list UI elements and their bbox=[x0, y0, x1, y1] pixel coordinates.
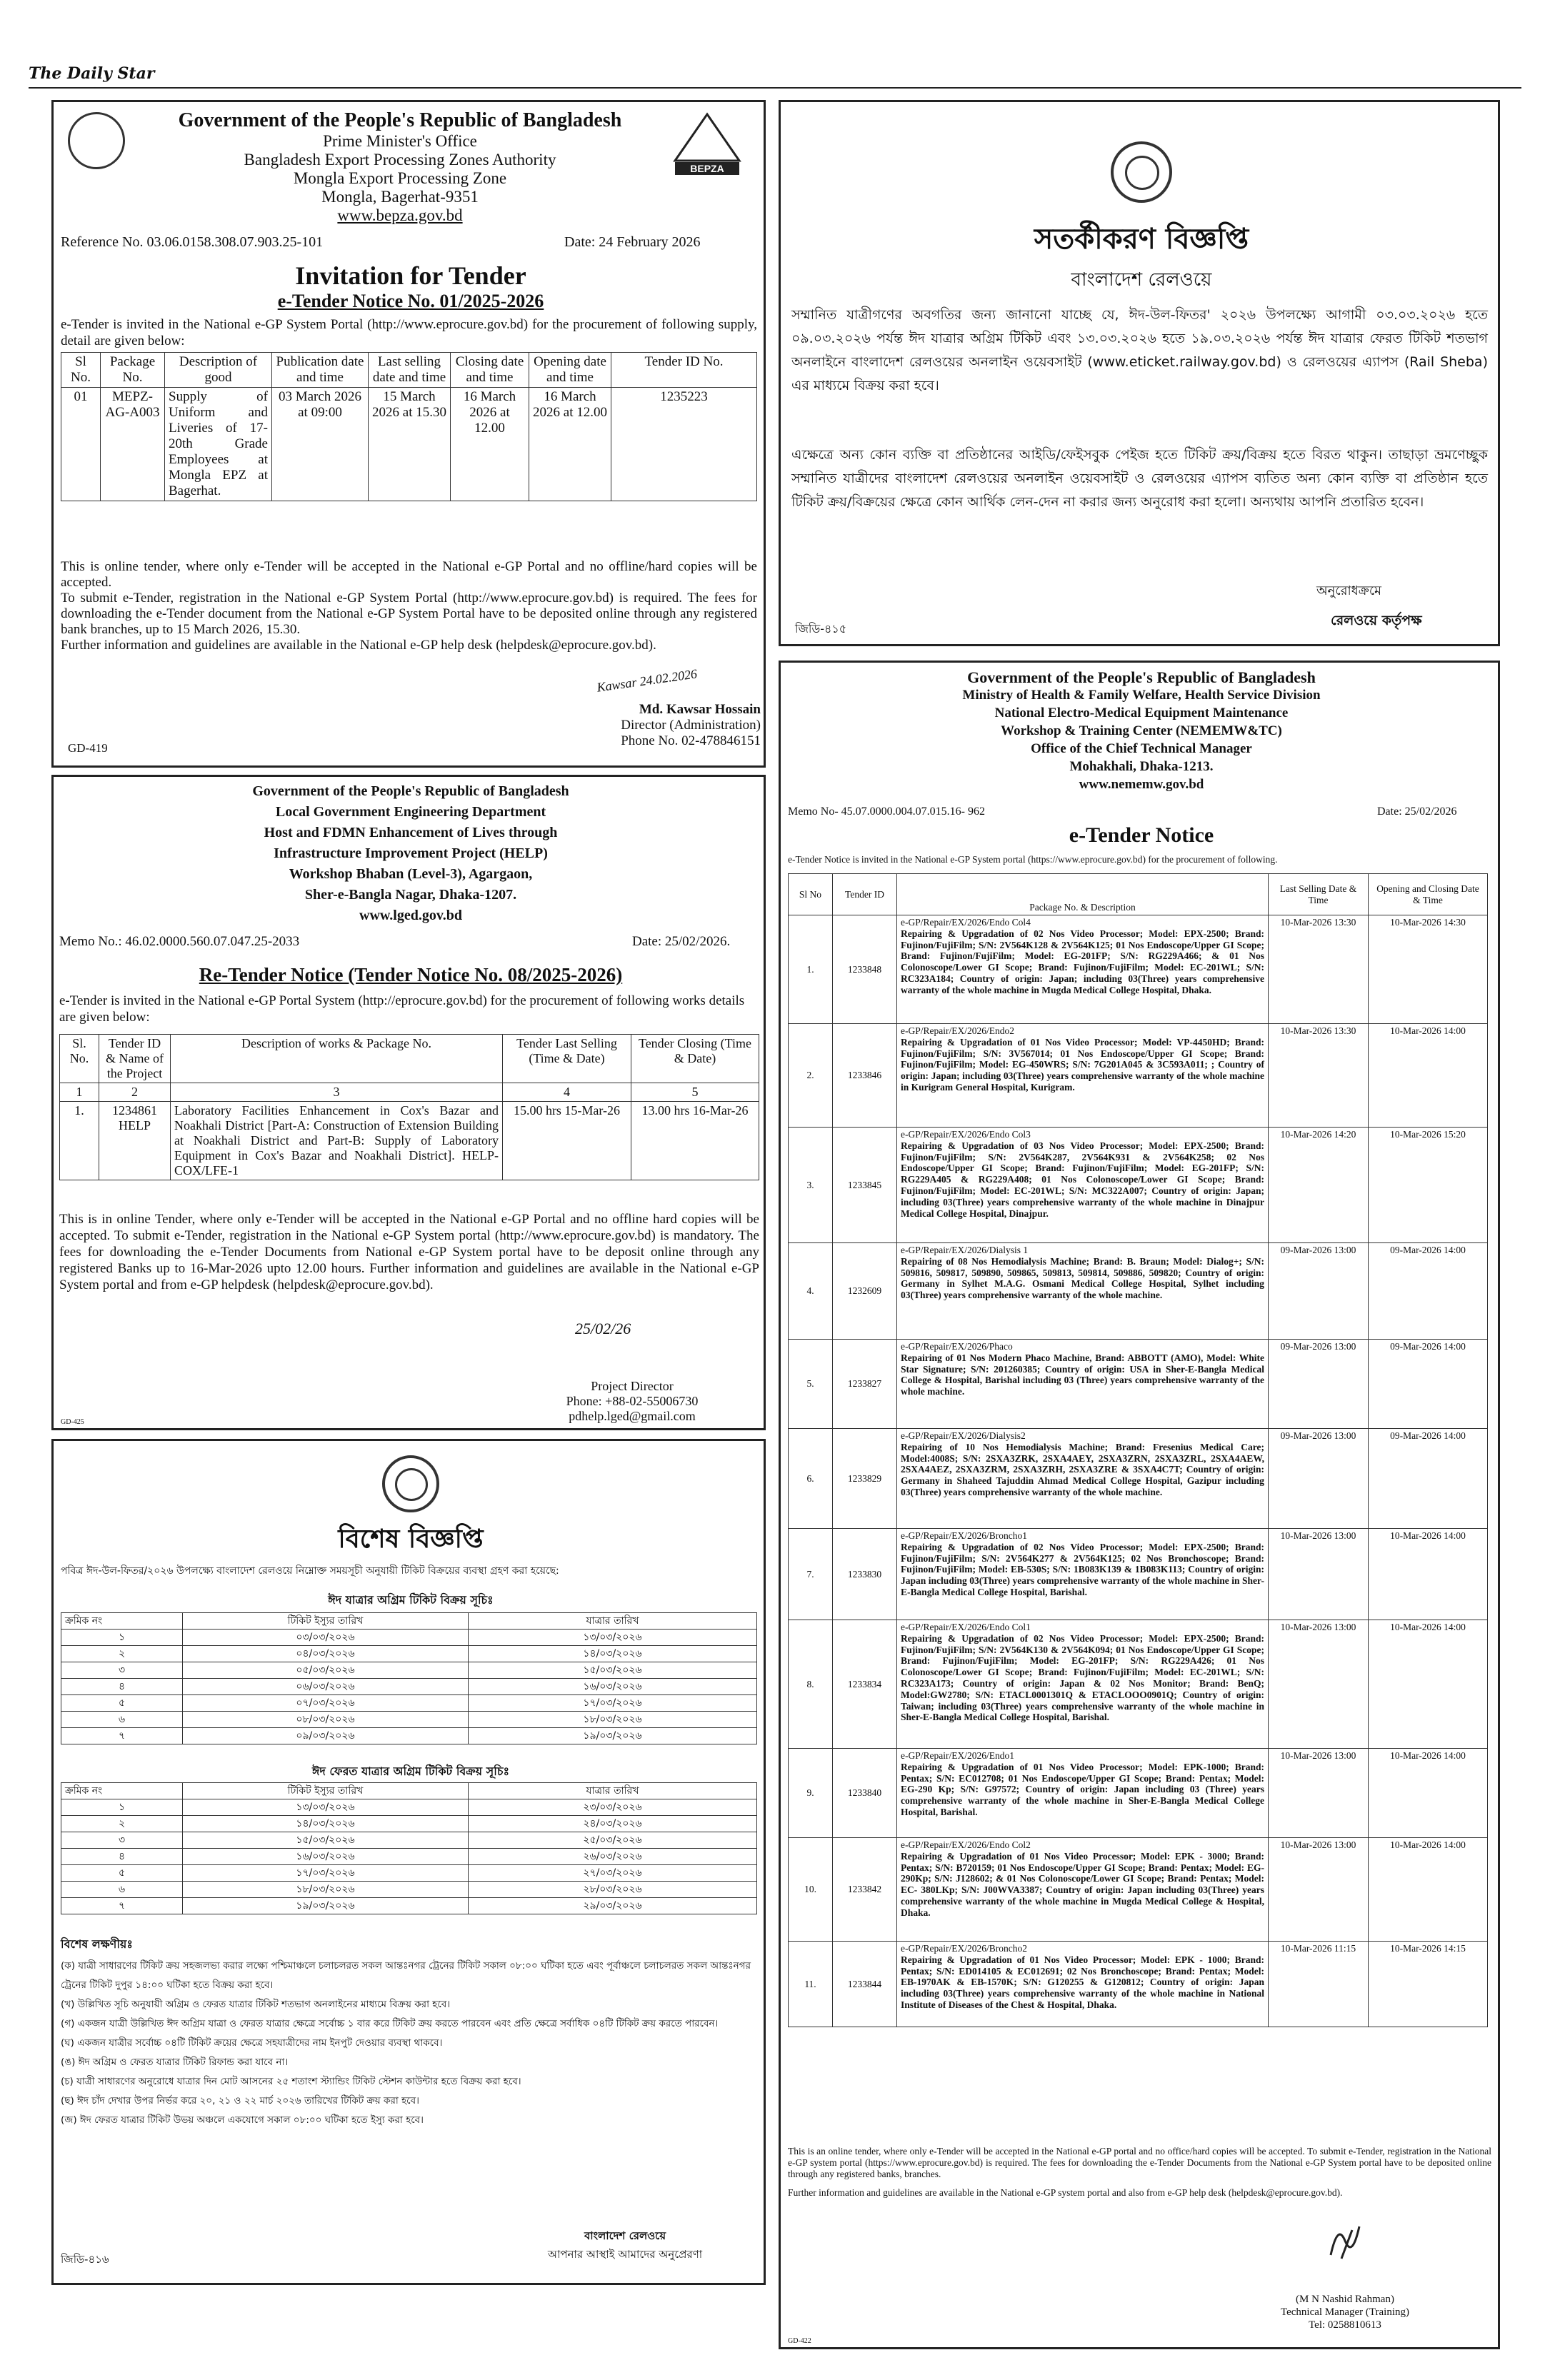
cell: 01 bbox=[61, 388, 101, 501]
cell: ১৭/০৩/২০২৬ bbox=[469, 1695, 757, 1712]
bepza-signature: Kawsar 24.02.2026 bbox=[596, 666, 699, 695]
cell: ১৯/০৩/২০২৬ bbox=[183, 1898, 469, 1914]
special-gd: জিডি-৪১৬ bbox=[61, 2253, 109, 2266]
col-opening-closing: Opening and Closing Date & Time bbox=[1369, 874, 1488, 915]
cell: ২৪/০৩/২০২৬ bbox=[469, 1816, 757, 1832]
cell-tender-id: 1232609 bbox=[833, 1243, 897, 1340]
lged-phone: Phone: +88-02-55006730 bbox=[566, 1394, 699, 1408]
lged-project-2: Infrastructure Improvement Project (HELP) bbox=[274, 845, 548, 861]
note-item: (ক) যাত্রী সাধারণের টিকিট ক্রয় সহজলভ্য করার লক্ষ্যে পশ্চিমাঞ্চলে চলাচলরত সকল আন্তঃনগর ট্রেনের টিকিট সকাল ০৮:০০ ঘটিকা হতে এবং পূর্বাঞ্চলে চলাচলরত সকল আন্তঃনগর ট্রেনের টিকিট দুপুর ১৪:০০ ঘটিকা হতে বিক্রয় করা হবে। bbox=[61, 1960, 751, 1991]
bepza-ref: Reference No. 03.06.0158.308.07.903.25-101 bbox=[61, 234, 324, 250]
table-row bbox=[789, 915, 1488, 1024]
lged-title: Re-Tender Notice (Tender Notice No. 08/2025-2026) bbox=[199, 964, 623, 985]
cell: ১৮/০৩/২০২৬ bbox=[469, 1712, 757, 1728]
cell: ০৪/০৩/২০২৬ bbox=[183, 1646, 469, 1662]
cell-opening-closing: 10-Mar-2026 14:00 bbox=[1369, 1838, 1488, 1942]
cell-tender-id: 1233840 bbox=[833, 1749, 897, 1838]
railway-warning-notice bbox=[779, 100, 1500, 646]
note-item: (ছ) ঈদ চাঁদ দেখার উপর নির্ভর করে ২০, ২১ ও ২২ মার্চ ২০২৬ তারিখের টিকিট ক্রয় করা হবে। bbox=[61, 2095, 419, 2107]
col-description: Description of works & Package No. bbox=[171, 1035, 503, 1083]
cell: ০৮/০৩/২০২৬ bbox=[183, 1712, 469, 1728]
railway-logo-icon bbox=[1111, 141, 1172, 203]
bepza-zone: Mongla Export Processing Zone bbox=[293, 169, 507, 187]
package-description: Repairing & Upgradation of 02 Nos Video Processor; Model: EPX-2500; Brand: Fujinon/FujiFilm; S/N: 2V564K277 & 2V564K125; 02 Nos Bronchoscope; Brand: Fujinon/FujiFilm; Model: EB-530S; S/N: 1B083K139 & 1B083K113; Country of origin: Japan including 03(Three) years comprehensive warranty of the whole machine in Sher-E-Bangla Medical College Hospital, Barishal. bbox=[901, 1541, 1264, 1597]
col-tender-id: Tender ID bbox=[833, 874, 897, 915]
col-closing: Tender Closing (Time & Date) bbox=[631, 1035, 759, 1083]
cell-tender-id: 1233830 bbox=[833, 1529, 897, 1620]
advance-ticket-table bbox=[61, 1612, 757, 1744]
cell-package bbox=[897, 1620, 1269, 1749]
col-sl: Sl No bbox=[789, 874, 833, 915]
col-selling: Tender Last Selling (Time & Date) bbox=[503, 1035, 631, 1083]
nememw-signature-icon bbox=[1324, 2219, 1366, 2262]
lged-website[interactable]: www.lged.gov.bd bbox=[359, 908, 462, 923]
nememw-office: Office of the Chief Technical Manager bbox=[1031, 741, 1252, 756]
cell: ২৯/০৩/২০২৬ bbox=[469, 1898, 757, 1914]
cell: ৭ bbox=[61, 1728, 183, 1744]
package-description: Repairing & Upgradation of 01 Nos Video Processor; Model: VP-4450HD; Brand: Fujinon/FujiFilm; S/N: 3V567014; 01 Nos Endoscope/Upper GI Scope; Brand: Fujinon/FujiFilm; Model: EG-450WRS; S/N: 7G201A045 & 3C593A011; ; Country of origin: Japan; including 03(Three) years comprehensive warranty of the whole machine in Kurigram General Hospital, Kurigram. bbox=[901, 1036, 1264, 1093]
nememw-gd: GD-422 bbox=[788, 2337, 811, 2345]
table-row bbox=[61, 388, 757, 501]
col-opening: Opening date and time bbox=[529, 353, 611, 388]
railway-warning-para-1: সম্মানিত যাত্রীগণের অবগতির জন্য জানানো যাচ্ছে যে, ঈদ-উল-ফিতর' ২০২৬ উপলক্ষ্যে আগামী ০৩.০৩.২০২৬ হতে ০৯.০৩.২০২৬ পর্যন্ত ঈদ যাত্রার অগ্রিম টিকিট এবং ১৩.০৩.২০২৬ হতে ১৯.০৩.২০২৬ পর্যন্ত ঈদ যাত্রার ফেরত টিকিট শতভাগ অনলাইনে বাংলাদেশ রেলওয়ের অনলাইন ওয়েবসাইট (www.eticket.railway.gov.bd) ও রেলওয়ের এ্যাপস (Rail Sheba) এর মাধ্যমে বিক্রয় করা হবে। bbox=[791, 307, 1488, 393]
package-no: e-GP/Repair/EX/2026/Endo1 bbox=[901, 1750, 1014, 1761]
table-row bbox=[61, 1728, 757, 1744]
cell-last-selling: 10-Mar-2026 13:00 bbox=[1269, 1749, 1369, 1838]
table-row bbox=[789, 1838, 1488, 1942]
nememw-gov: Government of the People's Republic of Bangladesh bbox=[967, 668, 1316, 686]
bepza-signatory: Md. Kawsar Hossain bbox=[639, 702, 761, 717]
cell-tender-id: 1233834 bbox=[833, 1620, 897, 1749]
cell: ১৪/০৩/২০২৬ bbox=[183, 1816, 469, 1832]
cell: 3 bbox=[171, 1083, 503, 1102]
nememw-designation: Technical Manager (Training) bbox=[1281, 2306, 1409, 2318]
cell: ২৫/০৩/২০২৬ bbox=[469, 1832, 757, 1849]
bepza-gd: GD-419 bbox=[68, 741, 108, 755]
cell: Laboratory Facilities Enhancement in Cox's Bazar and Noakhali District [Part-A: Construction of Extension Building at Noakhali District and Part-B: Supply of Laboratory Equipment in Cox's Bazar and Noakhali District]. HELP-COX/LFE-1 bbox=[171, 1102, 503, 1180]
bepza-logo-text: BEPZA bbox=[690, 163, 724, 174]
col-sl: Sl No. bbox=[61, 353, 101, 388]
cell: ২৬/০৩/২০২৬ bbox=[469, 1849, 757, 1865]
table-row bbox=[61, 1662, 757, 1679]
table-row bbox=[789, 1243, 1488, 1340]
table-num-row bbox=[60, 1083, 759, 1102]
col-serial: ক্রমিক নং bbox=[61, 1783, 183, 1799]
nememw-address: Mohakhali, Dhaka-1213. bbox=[1069, 759, 1214, 774]
bepza-notice bbox=[51, 100, 766, 768]
package-description: Repairing & Upgradation of 01 Nos Video Processor; Model: EPK - 3000; Brand: Pentax; S/N: B720159; 01 Nos Endoscope/Upper GI Scope; Brand: Pentax; Model: EG-290Kp; S/N: J128602; & 01 Nos Colonoscope/Lower GI Scope; Brand: Pentax; Model: EC- 380LKp; S/N: J00WVA3387; Country of origin: Japan including 03(Three) years comprehensive warranty of the whole machine in Mugda Medical College & Hospital, Dhaka. bbox=[901, 1850, 1264, 1918]
lged-address-1: Workshop Bhaban (Level-3), Agargaon, bbox=[289, 866, 533, 882]
lged-gd: GD-425 bbox=[61, 1418, 84, 1426]
railway-logo-icon bbox=[382, 1455, 439, 1512]
cell-tender-id: 1233842 bbox=[833, 1838, 897, 1942]
table-row bbox=[60, 1102, 759, 1180]
cell: ১৩/০৩/২০২৬ bbox=[183, 1799, 469, 1816]
cell: ১৭/০৩/২০২৬ bbox=[183, 1865, 469, 1882]
bepza-designation: Director (Administration) bbox=[621, 718, 761, 733]
cell: ১৮/০৩/২০২৬ bbox=[183, 1882, 469, 1898]
package-no: e-GP/Repair/EX/2026/Dialysis 1 bbox=[901, 1245, 1029, 1255]
table-row bbox=[61, 1849, 757, 1865]
col-issue-date: টিকিট ইস্যুর তারিখ bbox=[183, 1783, 469, 1799]
nememw-table bbox=[788, 873, 1488, 2027]
cell: ১৫/০৩/২০২৬ bbox=[183, 1832, 469, 1849]
table-row bbox=[61, 1898, 757, 1914]
table-row bbox=[789, 1128, 1488, 1243]
table-row bbox=[61, 1630, 757, 1646]
package-description: Repairing & Upgradation of 02 Nos Video Processor; Model: EPX-2500; Brand: Fujinon/FujiFilm; S/N: 2V564K128 & 2V564K125; 01 Nos Endoscope/Upper GI Scope; Brand: Fujinon/FujiFilm; Model: EG-201FP; S/N: RG229A466; & 01 Nos Colonoscope/Lower GI Scope; Brand: Fujinon/FujiFilm; Model: EC-201WL; S/N: RC323A184; Country of origin: Japan; including 03(Three) years comprehensive warranty of the whole machine in Mugda Medical College Hospital, Dhaka. bbox=[901, 928, 1264, 995]
railway-warning-authority: রেলওয়ে কর্তৃপক্ষ bbox=[1331, 613, 1422, 628]
cell-opening-closing: 09-Mar-2026 14:00 bbox=[1369, 1340, 1488, 1429]
cell: ১৪/০৩/২০২৬ bbox=[469, 1646, 757, 1662]
cell: 4 bbox=[503, 1083, 631, 1102]
special-table1-title: ঈদ যাত্রার অগ্রিম টিকিট বিক্রয় সূচিঃ bbox=[328, 1593, 494, 1607]
bepza-subtitle: e-Tender Notice No. 01/2025-2026 bbox=[277, 291, 544, 311]
cell-package bbox=[897, 1429, 1269, 1529]
table-header-row bbox=[789, 874, 1488, 915]
cell: 5 bbox=[631, 1083, 759, 1102]
note-item: (জ) ঈদ ফেরত যাত্রার টিকিট উভয় অঞ্চলে একযোগে সকাল ০৮:০০ ঘটিকা হতে ইস্যু করা হবে। bbox=[61, 2114, 424, 2126]
cell-opening-closing: 10-Mar-2026 14:00 bbox=[1369, 1749, 1488, 1838]
cell-sl: 7. bbox=[789, 1529, 833, 1620]
table-row bbox=[61, 1882, 757, 1898]
cell: ২৮/০৩/২০২৬ bbox=[469, 1882, 757, 1898]
cell-opening-closing: 10-Mar-2026 14:00 bbox=[1369, 1024, 1488, 1128]
cell-package bbox=[897, 1024, 1269, 1128]
bd-govt-seal-icon bbox=[68, 112, 125, 169]
cell: 15.00 hrs 15-Mar-26 bbox=[503, 1102, 631, 1180]
lged-para: This is in online Tender, where only e-Tender will be accepted in the National e-GP Portal and no offline hard copies will be accepted. To submit e-Tender, registration in the National e-GP System portal (http://www.eprocure.gov.bd) is mandatory. The fees for downloading the e-Tender Documents from National e-GP System portal have to be deposit online through any registered Banks up to 16-Mar-2026 upto 12.00 hours. Further information and guidelines are available in the National e-GP System portal and from e-GP helpdesk (helpdesk@eprocure.gov.bd). bbox=[59, 1212, 759, 1292]
col-closing: Closing date and time bbox=[451, 353, 529, 388]
col-package: Package No. & Description bbox=[897, 874, 1269, 915]
table-row bbox=[61, 1679, 757, 1695]
table-row bbox=[789, 1749, 1488, 1838]
package-no: e-GP/Repair/EX/2026/Endo Col4 bbox=[901, 917, 1031, 928]
masthead: The Daily Star bbox=[29, 64, 155, 83]
bepza-office: Prime Minister's Office bbox=[323, 132, 477, 150]
special-table2-title: ঈদ ফেরত যাত্রার অগ্রিম টিকিট বিক্রয় সূচিঃ bbox=[311, 1764, 509, 1778]
nememw-website[interactable]: www.nememw.gov.bd bbox=[1079, 777, 1204, 792]
cell: ১ bbox=[61, 1630, 183, 1646]
cell-sl: 6. bbox=[789, 1429, 833, 1529]
cell: 13.00 hrs 16-Mar-26 bbox=[631, 1102, 759, 1180]
special-org: বাংলাদেশ রেলওয়ে bbox=[584, 2229, 666, 2242]
lged-memo: Memo No.: 46.02.0000.560.07.047.25-2033 bbox=[59, 934, 300, 949]
cell: 1 bbox=[60, 1083, 99, 1102]
cell: ৩ bbox=[61, 1662, 183, 1679]
cell-sl: 9. bbox=[789, 1749, 833, 1838]
table-row bbox=[789, 1620, 1488, 1749]
table-header-row bbox=[60, 1035, 759, 1083]
lged-address-2: Sher-e-Bangla Nagar, Dhaka-1207. bbox=[304, 887, 517, 903]
cell: ১৯/০৩/২০২৬ bbox=[469, 1728, 757, 1744]
package-no: e-GP/Repair/EX/2026/Endo Col3 bbox=[901, 1129, 1031, 1140]
cell: 16 March 2026 at 12.00 bbox=[529, 388, 611, 501]
cell: ০৭/০৩/২০২৬ bbox=[183, 1695, 469, 1712]
package-description: Repairing of 01 Nos Modern Phaco Machine, Brand: ABBOTT (AMO), Model: White Star Signature; S/N: 201260385; Country of origin: USA in Sher-E-Bangla Medical College & Hospital, Barishal including 03 (Three) years comprehensive warranty of the whole machine. bbox=[901, 1352, 1264, 1397]
table-row bbox=[61, 1816, 757, 1832]
col-publication: Publication date and time bbox=[272, 353, 369, 388]
bepza-phone: Phone No. 02-478846151 bbox=[621, 733, 761, 748]
cell: ০৯/০৩/২০২৬ bbox=[183, 1728, 469, 1744]
table-header-row bbox=[61, 1783, 757, 1799]
cell: 16 March 2026 at 12.00 bbox=[451, 388, 529, 501]
col-sl: Sl. No. bbox=[60, 1035, 99, 1083]
cell-package bbox=[897, 1243, 1269, 1340]
cell: 2 bbox=[99, 1083, 171, 1102]
cell-opening-closing: 10-Mar-2026 15:20 bbox=[1369, 1128, 1488, 1243]
cell: ২ bbox=[61, 1816, 183, 1832]
cell-sl: 11. bbox=[789, 1942, 833, 2027]
package-description: Repairing of 08 Nos Hemodialysis Machine; Brand: B. Braun; Model: Dialog+; S/N: 509816, 509817, 509890, 509865, 509813, 509814, 509886, 509820; Country of origin: Germany in Sylhet M.A.G. Osmani Medical College Hospital, Sylhet including 03(Three) years comprehensive warranty of the whole machine. bbox=[901, 1255, 1264, 1301]
package-no: e-GP/Repair/EX/2026/Broncho1 bbox=[901, 1530, 1027, 1541]
cell: ১৬/০৩/২০২৬ bbox=[469, 1679, 757, 1695]
cell: ০৩/০৩/২০২৬ bbox=[183, 1630, 469, 1646]
table-header-row bbox=[61, 1613, 757, 1630]
cell-opening-closing: 09-Mar-2026 14:00 bbox=[1369, 1429, 1488, 1529]
cell: ০৫/০৩/২০২৬ bbox=[183, 1662, 469, 1679]
cell: ৫ bbox=[61, 1695, 183, 1712]
package-no: e-GP/Repair/EX/2026/Dialysis2 bbox=[901, 1430, 1026, 1441]
cell-tender-id: 1233829 bbox=[833, 1429, 897, 1529]
nememw-para-2: Further information and guidelines are available in the National e-GP system portal and also from e-GP help desk (helpdesk@eprocure.gov.bd). bbox=[788, 2187, 1343, 2198]
nememw-org-1: National Electro-Medical Equipment Maintenance bbox=[994, 706, 1289, 720]
return-ticket-table bbox=[61, 1782, 757, 1914]
table-row bbox=[789, 1024, 1488, 1128]
cell-sl: 10. bbox=[789, 1838, 833, 1942]
railway-warning-org: বাংলাদেশ রেলওয়ে bbox=[1071, 269, 1212, 291]
railway-warning-para-2: এক্ষেত্রে অন্য কোন ব্যক্তি বা প্রতিষ্ঠানের আইডি/ফেইসবুক পেইজ হতে টিকিট ক্রয়/বিক্রয় হতে বিরত থাকুন। তাছাড়া ভ্রমণেচ্ছুক সম্মানিত যাত্রীদের বাংলাদেশ রেলওয়ের অনলাইন ওয়েবসাইট ও রেলওয়ের এ্যাপস ব্যতিত অন্য কোন ব্যক্তি বা প্রতিষ্ঠান হতে টিকিট ক্রয়/বিক্রয়ের ক্ষেত্রে কোন আর্থিক লেন-দেন না করার জন্য অনুরোধ করা হলো। অন্যথায় আপনি প্রতারিত হবেন। bbox=[791, 447, 1488, 510]
cell: ৫ bbox=[61, 1865, 183, 1882]
cell-package bbox=[897, 1942, 1269, 2027]
cell-sl: 4. bbox=[789, 1243, 833, 1340]
table-row bbox=[61, 1712, 757, 1728]
table-header-row bbox=[61, 353, 757, 388]
cell-tender-id: 1233827 bbox=[833, 1340, 897, 1429]
nememw-org-2: Workshop & Training Center (NEMEMW&TC) bbox=[1001, 723, 1282, 738]
note-item: (গ) একজন যাত্রী উল্লিখিত ঈদ অগ্রিম যাত্রা ও ফেরত যাত্রার ক্ষেত্রে সর্বোচ্চ ১ বার করে টিকিট ক্রয় করতে পারবেন এবং প্রতি ক্ষেত্রে সর্বাধিক ০৪টি টিকিট ক্রয় করতে পারবেন। bbox=[61, 2018, 719, 2029]
col-tender-id: Tender ID No. bbox=[611, 353, 757, 388]
cell-opening-closing: 10-Mar-2026 14:15 bbox=[1369, 1942, 1488, 2027]
cell: ২৭/০৩/২০২৬ bbox=[469, 1865, 757, 1882]
cell: ১ bbox=[61, 1799, 183, 1816]
cell: ৪ bbox=[61, 1679, 183, 1695]
cell-opening-closing: 10-Mar-2026 14:00 bbox=[1369, 1620, 1488, 1749]
note-item: (ঙ) ঈদ অগ্রিম ও ফেরত যাত্রার টিকিট রিফান্ড করা যাবে না। bbox=[61, 2057, 289, 2068]
special-slogan: আপনার আস্থাই আমাদের অনুপ্রেরণা bbox=[547, 2248, 703, 2261]
cell-sl: 2. bbox=[789, 1024, 833, 1128]
cell-tender-id: 1233846 bbox=[833, 1024, 897, 1128]
cell-sl: 8. bbox=[789, 1620, 833, 1749]
col-selling: Last selling date and time bbox=[369, 353, 451, 388]
cell: Supply of Uniform and Liveries of 17-20th Grade Employees at Mongla EPZ at Bagerhat. bbox=[165, 388, 272, 501]
cell: 1235223 bbox=[611, 388, 757, 501]
nememw-para-1: This is an online tender, where only e-Tender will be accepted in the National e-GP portal and no office/hard copies will be accepted. To submit e-Tender, registration in the National e-GP system portal (https://www.eprocure.gov.bd) is required. The fees for downloading the e-Tender Documents from the National e-GP System portal have to be deposited online through any registered banks, branches. bbox=[788, 2146, 1491, 2179]
package-description: Repairing & Upgradation of 03 Nos Video Processor; Model: EPX-2500; Brand: Fujinon/FujiFilm; S/N: 2V564K287, 2V564K931 & 2V564K258; 02 Nos Endoscope/Upper GI Scope; Brand: Fujinon/FujiFilm; Model: EG-201FP; S/N: RG229A405 & RG229A408; 01 Nos Colonoscope/Lower GI Scope; Brand: Fujinon/FujiFilm; Model: EC-201WL; S/N: MC322A007; Country of origin: Japan; including 03(Three) years comprehensive warranty of the whole machine in Dinajpur Medical College Hospital, Dinajpur. bbox=[901, 1140, 1264, 1219]
package-no: e-GP/Repair/EX/2026/Phaco bbox=[901, 1341, 1013, 1352]
col-tender-id: Tender ID & Name of the Project bbox=[99, 1035, 171, 1083]
cell: ৭ bbox=[61, 1898, 183, 1914]
cell-package bbox=[897, 1340, 1269, 1429]
package-description: Repairing & Upgradation of 01 Nos Video Processor; Model: EPK-1000; Brand: Pentax; S/N: EC012708; 01 Nos Endoscope/Upper GI Scope; Brand: Pentax; Model: EG-290 Kp; S/N: G97572; Country of origin: Japan including 03 (Three) years comprehensive warranty of the whole machine in Sher-E-Bangla Medical College Hospital, Barishal. bbox=[901, 1761, 1264, 1817]
nememw-signatory: (M N Nashid Rahman) bbox=[1296, 2294, 1394, 2305]
package-description: Repairing of 10 Nos Hemodialysis Machine; Brand: Fresenius Medical Care; Model:4008S; S/N: 2SXA3ZRK, 2SXA4AEY, 2SXA3ZRN, 2SXA3ZRL, 2SXA4AEW, 2SXA4AEZ, 2SXA3ZRM, 2SXA3ZRH, 2SXA3ZRE & 3SXA4C7T; Country of origin: Germany in Shaheed Tajuddin Ahmad Medical College Hospital, Gazipur including 03(Three) years comprehensive warranty of the whole machine. bbox=[901, 1441, 1264, 1497]
package-description: Repairing & Upgradation of 01 Nos Video Processor; Model: EPK - 1000; Brand: Pentax; S/N: ED014105 & EC012691; 02 Nos Bronchoscope; Brand: Pentax; Model: EB-1970AK & EB-1570K; S/N: G120255 & G120812; Country of origin: Japan including 03(Three) years comprehensive warranty of the whole machine in National Institute of Diseases of the Chest & Hospital, Dhaka. bbox=[901, 1954, 1264, 2010]
cell: ২ bbox=[61, 1646, 183, 1662]
cell-last-selling: 10-Mar-2026 14:20 bbox=[1269, 1128, 1369, 1243]
railway-warning-request: অনুরোধক্রমে bbox=[1316, 583, 1382, 598]
nememw-intro: e-Tender Notice is invited in the National e-GP System portal (https://www.eprocure.gov.bd) for the procurement of following. bbox=[788, 854, 1278, 865]
bepza-intro: e-Tender is invited in the National e-GP System Portal (http://www.eprocure.gov.bd) for the procurement of following supply, detail are given below: bbox=[61, 317, 757, 348]
col-serial: ক্রমিক নং bbox=[61, 1613, 183, 1630]
cell-last-selling: 10-Mar-2026 13:00 bbox=[1269, 1529, 1369, 1620]
masthead-rule bbox=[29, 87, 1521, 89]
table-row bbox=[61, 1865, 757, 1882]
cell: 15 March 2026 at 15.30 bbox=[369, 388, 451, 501]
cell-package bbox=[897, 1529, 1269, 1620]
package-no: e-GP/Repair/EX/2026/Broncho2 bbox=[901, 1943, 1027, 1954]
cell-last-selling: 09-Mar-2026 13:00 bbox=[1269, 1243, 1369, 1340]
note-item: (খ) উল্লিখিত সূচি অনুযায়ী অগ্রিম ও ফেরত যাত্রার টিকিট শতভাগ অনলাইনের মাধ্যমে বিক্রয় করা হবে। bbox=[61, 1999, 451, 2010]
lged-notice bbox=[51, 775, 766, 1430]
cell-last-selling: 09-Mar-2026 13:00 bbox=[1269, 1429, 1369, 1529]
cell-sl: 3. bbox=[789, 1128, 833, 1243]
bepza-title: Invitation for Tender bbox=[295, 261, 526, 290]
special-notes bbox=[61, 1957, 761, 2130]
bepza-gov: Government of the People's Republic of Bangladesh bbox=[178, 109, 622, 131]
nememw-notice bbox=[779, 661, 1500, 2349]
col-package: Package No. bbox=[101, 353, 165, 388]
cell-last-selling: 10-Mar-2026 13:30 bbox=[1269, 1024, 1369, 1128]
cell: ২৩/০৩/২০২৬ bbox=[469, 1799, 757, 1816]
package-no: e-GP/Repair/EX/2026/Endo Col1 bbox=[901, 1622, 1031, 1632]
cell-last-selling: 10-Mar-2026 13:00 bbox=[1269, 1620, 1369, 1749]
nememw-tel: Tel: 0258810613 bbox=[1309, 2319, 1381, 2331]
table-row bbox=[789, 1340, 1488, 1429]
cell-tender-id: 1233844 bbox=[833, 1942, 897, 2027]
note-item: (চ) যাত্রী সাধারণের অনুরোধে যাত্রার দিন মোট আসনের ২৫ শতাংশ স্ট্যান্ডিং টিকিট স্টেশন কাউন্টার হতে বিক্রয় করা হবে। bbox=[61, 2076, 521, 2087]
bepza-logo-icon bbox=[668, 111, 746, 179]
bepza-date: Date: 24 February 2026 bbox=[564, 234, 701, 250]
table-row bbox=[61, 1832, 757, 1849]
nememw-date: Date: 25/02/2026 bbox=[1377, 805, 1457, 818]
cell: 03 March 2026 at 09:00 bbox=[272, 388, 369, 501]
lged-designation: Project Director bbox=[591, 1379, 674, 1393]
cell-opening-closing: 09-Mar-2026 14:00 bbox=[1369, 1243, 1488, 1340]
cell-package bbox=[897, 1128, 1269, 1243]
bepza-authority: Bangladesh Export Processing Zones Authority bbox=[244, 151, 556, 169]
bepza-table bbox=[61, 352, 757, 501]
railway-warning-title: সতর্কীকরণ বিজ্ঞপ্তি bbox=[1034, 223, 1249, 256]
cell: ০৬/০৩/২০২৬ bbox=[183, 1679, 469, 1695]
cell-last-selling: 09-Mar-2026 13:00 bbox=[1269, 1340, 1369, 1429]
table-row bbox=[789, 1529, 1488, 1620]
package-no: e-GP/Repair/EX/2026/Endo2 bbox=[901, 1025, 1014, 1036]
cell: 1234861 HELP bbox=[99, 1102, 171, 1180]
lged-email: pdhelp.lged@gmail.com bbox=[569, 1409, 696, 1423]
cell-last-selling: 10-Mar-2026 13:00 bbox=[1269, 1838, 1369, 1942]
nememw-memo: Memo No- 45.07.0000.004.07.015.16- 962 bbox=[788, 805, 985, 818]
package-no: e-GP/Repair/EX/2026/Endo Col2 bbox=[901, 1839, 1031, 1850]
cell: ১৩/০৩/২০২৬ bbox=[469, 1630, 757, 1646]
nememw-title: e-Tender Notice bbox=[1069, 823, 1214, 847]
cell-package bbox=[897, 915, 1269, 1024]
cell-opening-closing: 10-Mar-2026 14:30 bbox=[1369, 915, 1488, 1024]
bepza-para-2: To submit e-Tender, registration in the National e-GP System Portal (http://www.eprocure.gov.bd) is required. The fees for downloading the e-Tender document from the National e-GP System Portal have to be deposited online through any registered bank branches, up to 15 March 2026, 15.30. bbox=[61, 591, 757, 637]
cell-sl: 5. bbox=[789, 1340, 833, 1429]
cell-package bbox=[897, 1838, 1269, 1942]
cell: ১৬/০৩/২০২৬ bbox=[183, 1849, 469, 1865]
cell: ৩ bbox=[61, 1832, 183, 1849]
cell-tender-id: 1233845 bbox=[833, 1128, 897, 1243]
cell: ১৫/০৩/২০২৬ bbox=[469, 1662, 757, 1679]
cell: 1. bbox=[60, 1102, 99, 1180]
cell-package bbox=[897, 1749, 1269, 1838]
col-last-selling: Last Selling Date & Time bbox=[1269, 874, 1369, 915]
cell: MEPZ-AG-A003 bbox=[101, 388, 165, 501]
col-travel-date: যাত্রার তারিখ bbox=[469, 1783, 757, 1799]
note-item: (ঘ) একজন যাত্রীর সর্বোচ্চ ০৪টি টিকিট ক্রয়ের ক্ষেত্রে সহযাত্রীদের নাম ইনপুট দেওয়ার ব্যবস্থা থাকবে। bbox=[61, 2037, 443, 2049]
railway-special-notice bbox=[51, 1439, 766, 2285]
lged-project-1: Host and FDMN Enhancement of Lives through bbox=[264, 825, 558, 840]
table-row bbox=[61, 1799, 757, 1816]
lged-signature: 25/02/26 bbox=[575, 1320, 631, 1337]
cell: ৪ bbox=[61, 1849, 183, 1865]
col-description: Description of good bbox=[165, 353, 272, 388]
table-row bbox=[789, 1429, 1488, 1529]
col-issue-date: টিকিট ইস্যুর তারিখ bbox=[183, 1613, 469, 1630]
railway-warning-gd: জিডি-৪১৫ bbox=[795, 622, 847, 636]
lged-gov: Government of the People's Republic of Bangladesh bbox=[252, 783, 569, 799]
table-row bbox=[789, 1942, 1488, 2027]
cell-last-selling: 10-Mar-2026 11:15 bbox=[1269, 1942, 1369, 2027]
bepza-para-3: Further information and guidelines are available in the National e-GP help desk (helpdesk@eprocure.gov.bd). bbox=[61, 638, 656, 653]
cell: ৬ bbox=[61, 1712, 183, 1728]
nememw-ministry: Ministry of Health & Family Welfare, Health Service Division bbox=[962, 688, 1321, 703]
col-travel-date: যাত্রার তারিখ bbox=[469, 1613, 757, 1630]
special-intro: পবিত্র ঈদ-উল-ফিতর/২০২৬ উপলক্ষ্যে বাংলাদেশ রেলওয়ে নিম্নোক্ত সময়সূচী অনুযায়ী টিকিট বিক্রয়ের ব্যবস্থা গ্রহণ করা হয়েছে: bbox=[61, 1565, 559, 1577]
lged-intro: e-Tender is invited in the National e-GP Portal System (http://eprocure.gov.bd) for the procurement of following works details are given below: bbox=[59, 993, 745, 1025]
cell: ৬ bbox=[61, 1882, 183, 1898]
bepza-location: Mongla, Bagerhat-9351 bbox=[321, 188, 479, 206]
cell-tender-id: 1233848 bbox=[833, 915, 897, 1024]
bepza-para-1: This is online tender, where only e-Tender will be accepted in the National e-GP Portal and no offline/hard copies will be accepted. bbox=[61, 559, 757, 590]
lged-dept: Local Government Engineering Department bbox=[275, 804, 546, 820]
lged-date: Date: 25/02/2026. bbox=[632, 934, 731, 949]
table-row bbox=[61, 1646, 757, 1662]
package-description: Repairing & Upgradation of 02 Nos Video Processor; Model: EPX-2500; Brand: Fujinon/FujiFilm; S/N: 2V564K130 & 2V564K094; 01 Nos Endoscope/Upper GI Scope; Brand: Fujinon/FujiFilm; Model: EG-201FP; S/N: RG229A426; 01 Nos Colonoscope/Lower GI Scope; Brand: Fujinon/FujiFilm; Model: EC-201WL; S/N: RC323A173; Country of origin: Japan & 02 Nos Monitor; Brand: BenQ; Model:GW2780; S/N: ETACL0001301Q & ETACLOOO0901Q; Country of origin: Taiwan; including 03(Three) years comprehensive warranty of the whole machine in Sher-E-Bangla Medical College Hospital, Barishal. bbox=[901, 1632, 1264, 1723]
cell-opening-closing: 10-Mar-2026 14:00 bbox=[1369, 1529, 1488, 1620]
special-notes-title: বিশেষ লক্ষণীয়ঃ bbox=[61, 1937, 133, 1951]
bepza-website[interactable]: www.bepza.gov.bd bbox=[337, 206, 463, 224]
cell-sl: 1. bbox=[789, 915, 833, 1024]
table-row bbox=[61, 1695, 757, 1712]
cell-last-selling: 10-Mar-2026 13:30 bbox=[1269, 915, 1369, 1024]
special-title: বিশেষ বিজ্ঞপ্তি bbox=[338, 1525, 484, 1554]
